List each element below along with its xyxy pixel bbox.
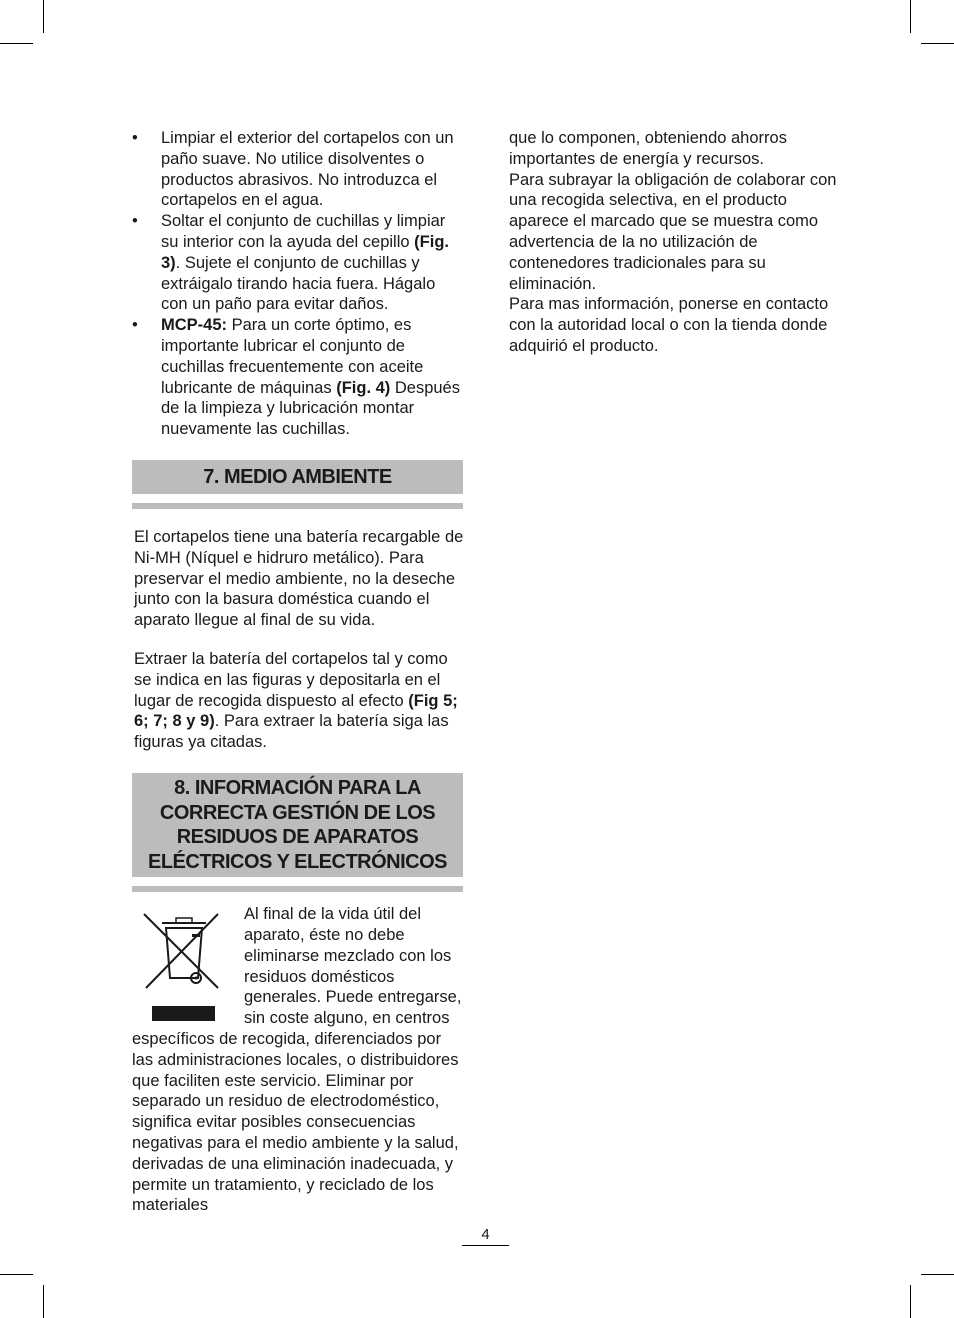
paragraph-text: . Para extraer la batería siga las figuras ya citadas. <box>134 712 449 752</box>
figure-reference: (Fig. 4) <box>336 378 391 397</box>
cleaning-instructions-list <box>132 128 466 440</box>
bullet-text: Limpiar el exterior del cortapelos con un paño suave. No utilice disolventes o productos abrasivos. No introduzca el cortapelos en el agua. <box>161 129 454 210</box>
paragraph: Al final de la vida útil del aparato, éste no debe eliminarse mezclado con los residuos domésticos generales. Puede entregarse, sin coste alguno, en centros específicos de recogida, diferenciados por las administraciones locales, o distribuidores que faciliten este servicio. Eliminar por separado un residuo de electrodoméstico, significa evitar posibles consecuencias negativas para el medio ambiente y la salud, derivadas de una eliminación inadecuada, y permite un tratamiento, y reciclado de los materiales <box>132 905 462 1215</box>
figure-reference: (Fig 5; 6; 7; 8 y 9) <box>134 691 458 731</box>
paragraph: que lo componen, obteniendo ahorros importantes de energía y recursos. <box>509 129 787 168</box>
crop-mark <box>43 1285 44 1318</box>
crop-mark <box>921 1274 954 1275</box>
page-number: 4 <box>481 1226 490 1243</box>
paragraph: Para subrayar la obligación de colaborar con una recogida selectiva, en el producto aparece el marcado que se muestra como advertencia de la no utilización de contenedores tradicionales para su eliminación. <box>509 170 837 293</box>
paragraph-text: Extraer la batería del cortapelos tal y como se indica en las figuras y depositarla en el lugar de recogida dispuesto al efecto <box>134 649 448 710</box>
crop-mark <box>910 1285 911 1318</box>
list-item <box>132 211 466 315</box>
paragraph <box>132 649 466 753</box>
bullet-text: Después de la limpieza y lubricación montar nuevamente las cuchillas. <box>161 378 460 439</box>
crop-mark <box>0 43 33 44</box>
paragraph: Para mas información, ponerse en contacto con la autoridad local o con la tienda donde adquirió el producto. <box>509 295 829 355</box>
section-divider <box>132 503 463 509</box>
figure-reference: (Fig. 3) <box>161 232 449 272</box>
right-column <box>509 128 849 357</box>
page-number-rule <box>462 1245 509 1246</box>
model-label: MCP-45: <box>161 316 228 335</box>
crop-mark <box>0 1274 33 1275</box>
bullet-text: Soltar el conjunto de cuchillas y limpiar su interior con la ayuda del cepillo <box>161 212 446 251</box>
left-column <box>132 128 466 1216</box>
crop-mark <box>921 43 954 44</box>
weee-block <box>132 904 466 1216</box>
section-heading-medio-ambiente: 7. MEDIO AMBIENTE <box>132 460 463 494</box>
section-heading-residuos: 8. INFORMACIÓN PARA LA CORRECTA GESTIÓN DE LOS RESIDUOS DE APARATOS ELÉCTRICOS Y ELECTRÓNICOS <box>132 773 463 877</box>
crop-mark <box>910 0 911 33</box>
list-item <box>132 128 466 211</box>
paragraph: El cortapelos tiene una batería recargable de Ni-MH (Níquel e hidruro metálico). Para preservar el medio ambiente, no la deseche junto con la basura doméstica cuando el aparato llegue al final de su vida. <box>134 527 464 630</box>
crossed-out-wheelie-bin-icon <box>132 906 232 1024</box>
crop-mark <box>43 0 44 33</box>
bullet-text: Para un corte óptimo, es importante lubricar el conjunto de cuchillas frecuentemente con aceite lubricante de máquinas <box>161 316 424 397</box>
section-divider <box>132 886 463 892</box>
list-item <box>132 315 466 440</box>
bullet-text: . Sujete el conjunto de cuchillas y extráigalo tirando hacia fuera. Hágalo con un paño para evitar daños. <box>161 253 436 314</box>
